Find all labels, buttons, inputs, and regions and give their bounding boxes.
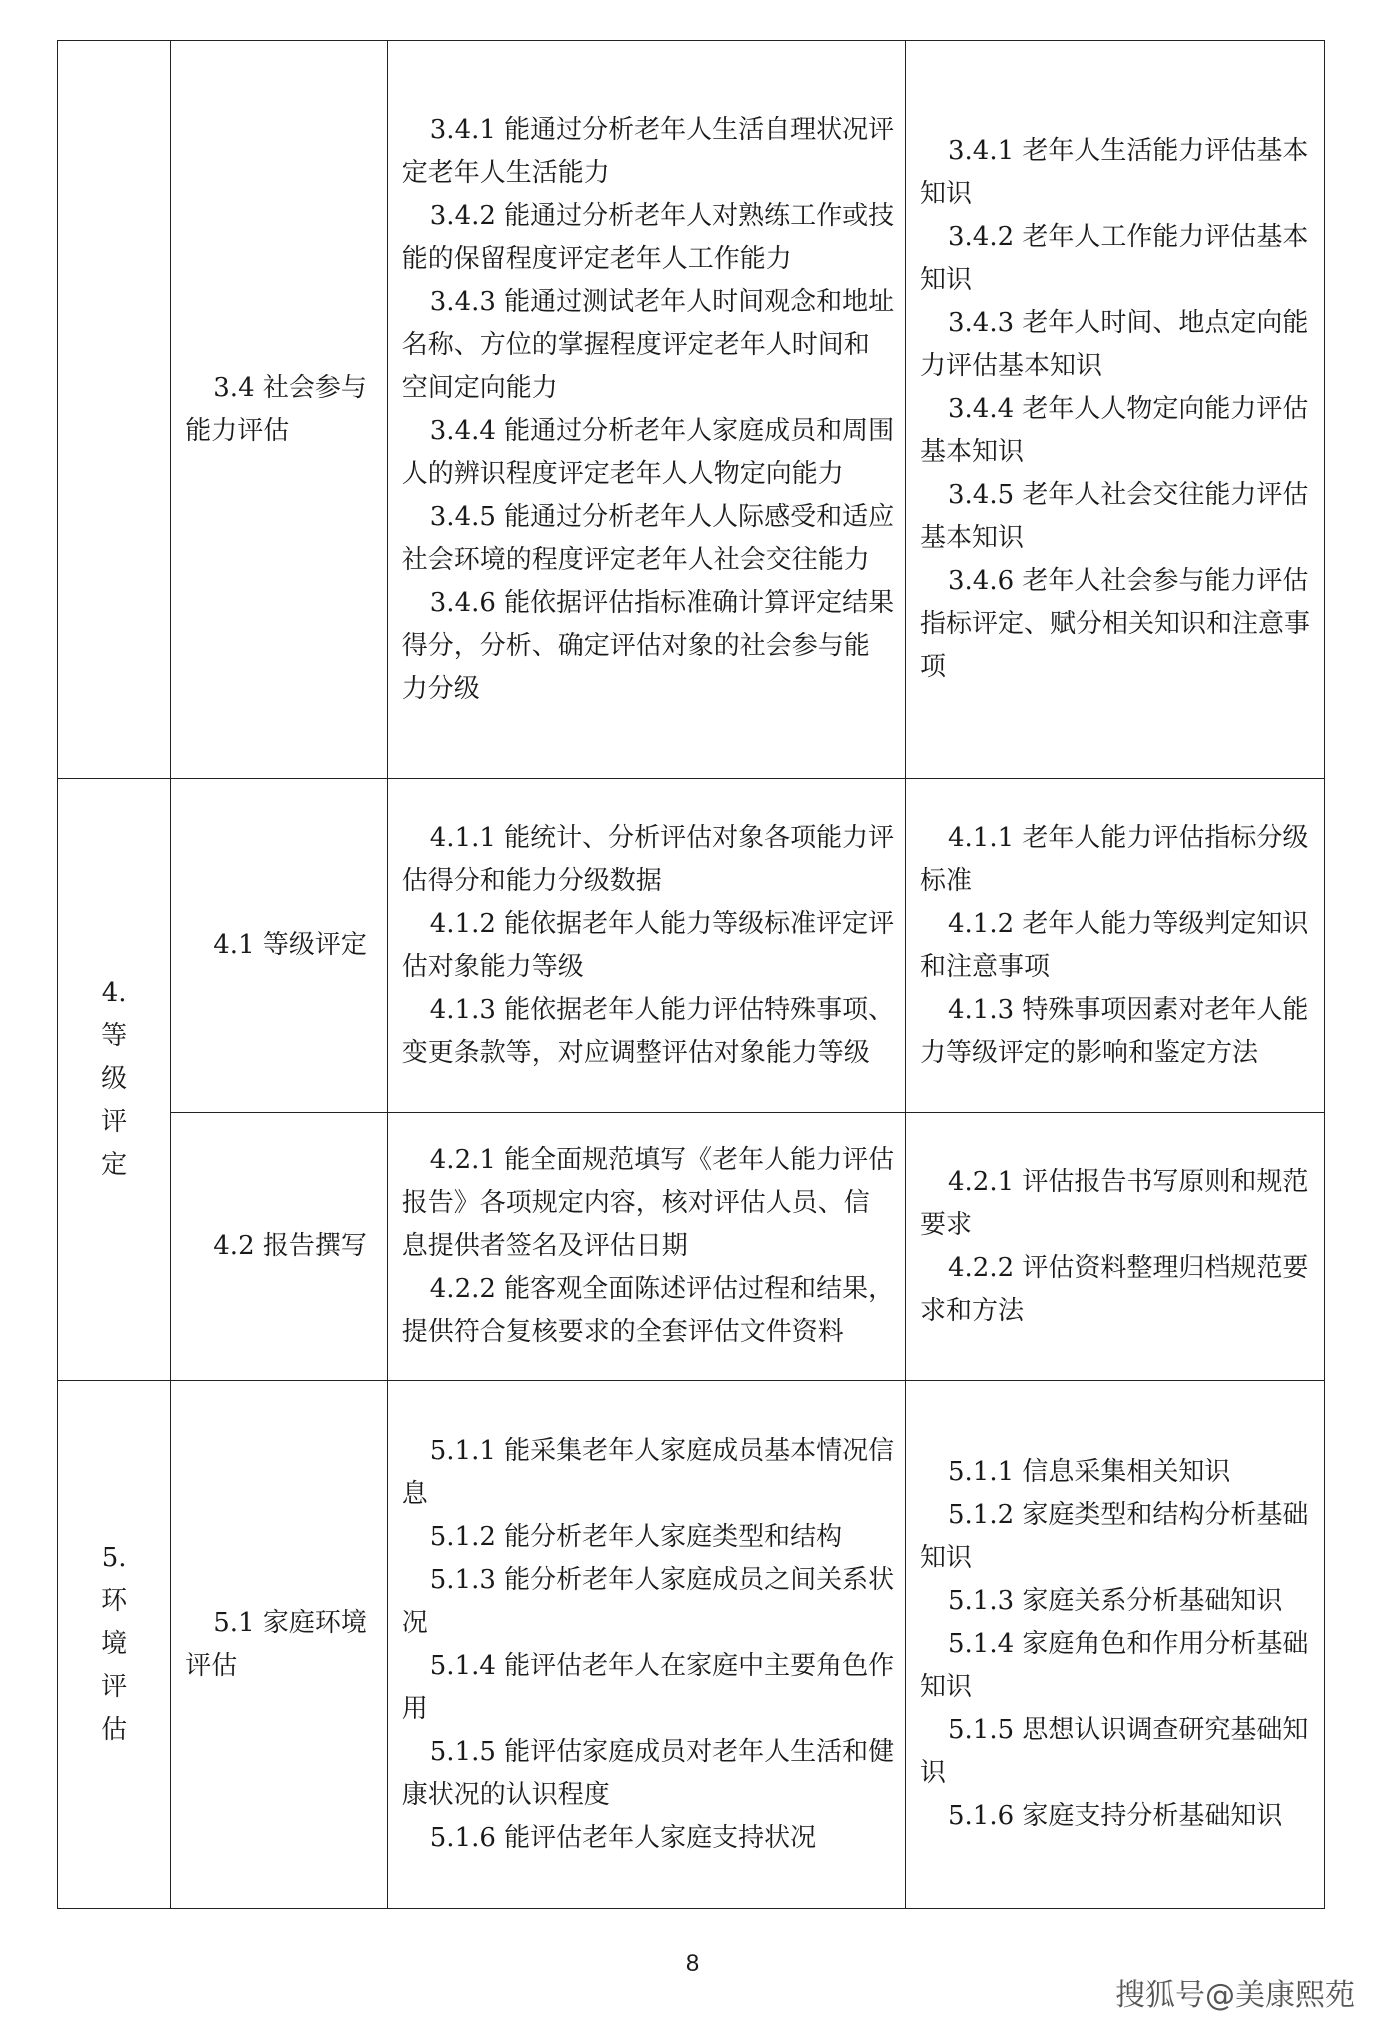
knowledge-item: 5.1.6 家庭支持分析基础知识 [947,1801,1283,1831]
unit-char: 等 [101,1021,128,1051]
competency-table [57,40,1325,1909]
skill-item: 5.1.1 能采集老年人家庭成员基本情况信息 [401,1435,895,1509]
skill-item: 4.2.1 能全面规范填写《老年人能力评估报告》各项规定内容，核对评估人员、信息提供者签名及评估日期 [401,1145,895,1261]
table-row [58,41,1325,779]
module-cell [171,1381,388,1909]
skill-item: 3.4.2 能通过分析老年人对熟练工作或技能的保留程度评定老年人工作能力 [401,200,895,274]
knowledge-item: 5.1.3 家庭关系分析基础知识 [947,1586,1283,1616]
module-cell [171,41,388,779]
knowledge-item: 4.2.1 评估报告书写原则和规范要求 [919,1166,1309,1240]
skill-requirements-cell [387,1381,905,1909]
knowledge-item: 5.1.4 家庭角色和作用分析基础知识 [919,1629,1309,1702]
unit-number: 5. [101,1543,127,1573]
unit-cell-4 [58,779,171,1381]
unit-char: 环 [101,1586,128,1616]
module-cell [171,779,388,1113]
skill-item: 5.1.3 能分析老年人家庭成员之间关系状况 [401,1564,895,1638]
unit-char: 评 [101,1672,128,1702]
unit-char: 定 [101,1150,128,1180]
module-label: 5.1 家庭环境评估 [185,1607,367,1681]
skill-item: 5.1.5 能评估家庭成员对老年人生活和健康状况的认识程度 [401,1736,895,1810]
knowledge-item: 5.1.5 思想认识调查研究基础知识 [919,1715,1309,1788]
knowledge-item: 4.1.1 老年人能力评估指标分级标准 [919,822,1309,896]
module-label: 4.2 报告撰写 [213,1231,367,1261]
unit-cell [58,41,171,779]
skill-item: 3.4.3 能通过测试老年人时间观念和地址名称、方位的掌握程度评定老年人时间和空间定向能力 [401,286,895,403]
knowledge-item: 3.4.1 老年人生活能力评估基本知识 [919,136,1309,209]
knowledge-item: 3.4.5 老年人社会交往能力评估基本知识 [919,480,1309,553]
unit-char: 级 [101,1064,128,1094]
knowledge-item: 5.1.1 信息采集相关知识 [947,1457,1231,1487]
skill-item: 3.4.1 能通过分析老年人生活自理状况评定老年人生活能力 [401,114,895,188]
knowledge-requirements-cell [905,41,1324,779]
knowledge-item: 4.1.3 特殊事项因素对老年人能力等级评定的影响和鉴定方法 [919,994,1309,1068]
knowledge-item: 3.4.2 老年人工作能力评估基本知识 [919,222,1309,295]
skill-requirements-cell [387,779,905,1113]
unit-char: 估 [101,1715,128,1745]
skill-requirements-cell [387,1113,905,1381]
skill-item: 3.4.4 能通过分析老年人家庭成员和周围人的辨识程度评定老年人人物定向能力 [401,415,895,489]
table-row [58,1381,1325,1909]
knowledge-item: 3.4.4 老年人人物定向能力评估基本知识 [919,394,1309,467]
skill-item: 5.1.2 能分析老年人家庭类型和结构 [429,1521,843,1552]
knowledge-item: 3.4.6 老年人社会参与能力评估指标评定、赋分相关知识和注意事项 [919,566,1310,682]
knowledge-item: 5.1.2 家庭类型和结构分析基础知识 [919,1500,1309,1573]
knowledge-requirements-cell [905,1381,1324,1909]
table-row [58,1113,1325,1381]
skill-requirements-cell [387,41,905,779]
skill-item: 4.1.3 能依据老年人能力评估特殊事项、变更条款等，对应调整评估对象能力等级 [401,994,895,1068]
module-label: 3.4 社会参与能力评估 [185,372,367,446]
page-number: 8 [685,1950,700,1977]
knowledge-item: 4.2.2 评估资料整理归档规范要求和方法 [919,1252,1309,1326]
module-cell [171,1113,388,1381]
skill-item: 5.1.6 能评估老年人家庭支持状况 [429,1822,817,1853]
table-row [58,779,1325,1113]
knowledge-item: 4.1.2 老年人能力等级判定知识和注意事项 [919,908,1309,982]
skill-item: 3.4.5 能通过分析老年人人际感受和适应社会环境的程度评定老年人社会交往能力 [401,501,895,575]
knowledge-requirements-cell [905,1113,1324,1381]
skill-item: 4.1.2 能依据老年人能力等级标准评定评估对象能力等级 [401,908,895,982]
watermark: 搜狐号@美康熙苑 [1115,1978,1355,2013]
skill-item: 4.2.2 能客观全面陈述评估过程和结果，提供符合复核要求的全套评估文件资料 [401,1274,895,1347]
module-label: 4.1 等级评定 [213,930,367,960]
unit-number: 4. [101,978,127,1008]
unit-char: 境 [101,1629,128,1659]
skill-item: 3.4.6 能依据评估指标准确计算评定结果得分，分析、确定评估对象的社会参与能力分级 [401,587,895,704]
unit-cell-5 [58,1381,171,1909]
unit-char: 评 [101,1107,128,1137]
skill-item: 4.1.1 能统计、分析评估对象各项能力评估得分和能力分级数据 [401,822,895,896]
knowledge-requirements-cell [905,779,1324,1113]
skill-item: 5.1.4 能评估老年人在家庭中主要角色作用 [401,1650,895,1724]
knowledge-item: 3.4.3 老年人时间、地点定向能力评估基本知识 [919,308,1309,381]
